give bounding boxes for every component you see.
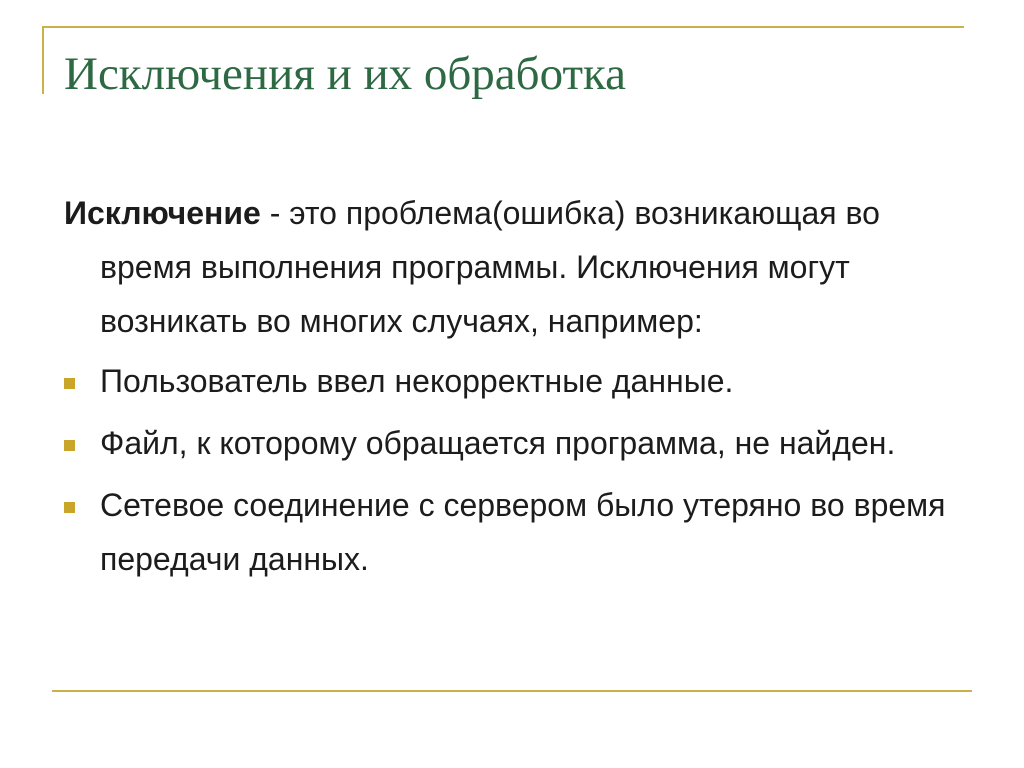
bullet-text: Пользователь ввел некорректные данные. (100, 363, 734, 399)
slide-body (64, 186, 954, 594)
intro-paragraph (64, 186, 954, 348)
slide-title: Исключения и их обработка (64, 48, 626, 100)
bullet-text: Сетевое соединение с сервером было утеряно во время передачи данных. (100, 487, 946, 577)
bullet-item-connection-lost (64, 478, 954, 586)
bottom-divider (52, 690, 972, 692)
top-divider (42, 26, 964, 28)
square-bullet-icon (64, 440, 75, 451)
square-bullet-icon (64, 502, 75, 513)
definition-text: - это проблема(ошибка) возникающая во время выполнения программы. Исключения могут возникать во многих случаях, например: (100, 195, 880, 339)
bullet-item-invalid-input (64, 354, 954, 408)
bullet-text: Файл, к которому обращается программа, не найден. (100, 425, 896, 461)
left-divider (42, 26, 44, 94)
square-bullet-icon (64, 378, 75, 389)
bullet-list (64, 354, 954, 586)
bullet-item-file-not-found (64, 416, 954, 470)
definition-term: Исключение (64, 195, 261, 231)
